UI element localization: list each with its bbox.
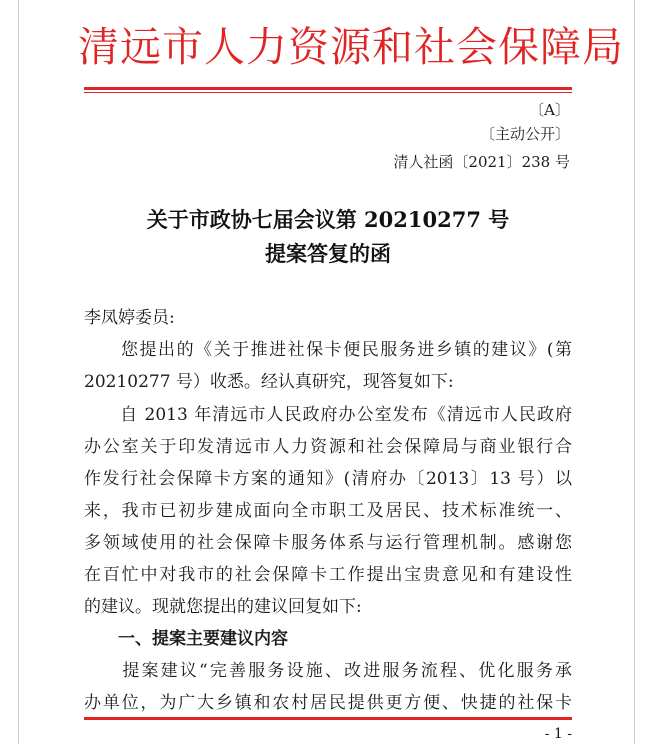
letterhead-rule-thick: [84, 87, 572, 90]
letterhead-rule-thin: [84, 92, 572, 93]
document-title-line-1: 关于市政协七届会议第 20210277 号: [146, 207, 510, 232]
body-line: 的建议。现就您提出的建议回复如下:: [84, 597, 362, 617]
document-title-line-2: 提案答复的函: [265, 241, 391, 266]
body-line: 提案建议“完善服务设施、改进服务流程、优化服务承: [84, 661, 572, 681]
body-line: 办公室关于印发清远市人力资源和社会保障局与商业银行合: [84, 437, 572, 457]
page-edge-right: [634, 0, 635, 744]
disclosure-status: 〔主动公开〕: [479, 125, 570, 143]
document-category: 〔A〕: [529, 101, 570, 119]
body-line: 办单位，为广大乡镇和农村居民提供更方便、快捷的社保卡: [84, 693, 572, 713]
body-line: 作发行社会保障卡方案的通知》(清府办〔2013〕13 号）以: [84, 469, 572, 489]
document-number: 清人社函〔2021〕238 号: [393, 153, 570, 171]
body-line: 来，我市已初步建成面向全市职工及居民、技术标准统一、: [84, 501, 572, 521]
page-edge-left: [18, 0, 19, 744]
body-line: 在百忙中对我市的社会保障卡工作提出宝贵意见和有建设性: [84, 565, 572, 585]
body-line: 您提出的《关于推进社保卡便民服务进乡镇的建议》(第: [84, 340, 572, 360]
letterhead-agency-name: 清远市人力资源和社会保障局: [78, 23, 624, 71]
body-line: 20210277 号）收悉。经认真研究，现答复如下:: [84, 372, 454, 392]
section-heading: 一、提案主要建议内容: [84, 629, 288, 649]
footer-rule: [84, 717, 572, 720]
salutation: 李凤婷委员:: [84, 308, 175, 328]
body-line: 多领域使用的社会保障卡服务体系与运行管理机制。感谢您: [84, 533, 572, 553]
page-number: - 1 -: [544, 726, 572, 742]
body-line: 自 2013 年清远市人民政府办公室发布《清远市人民政府: [84, 405, 572, 425]
